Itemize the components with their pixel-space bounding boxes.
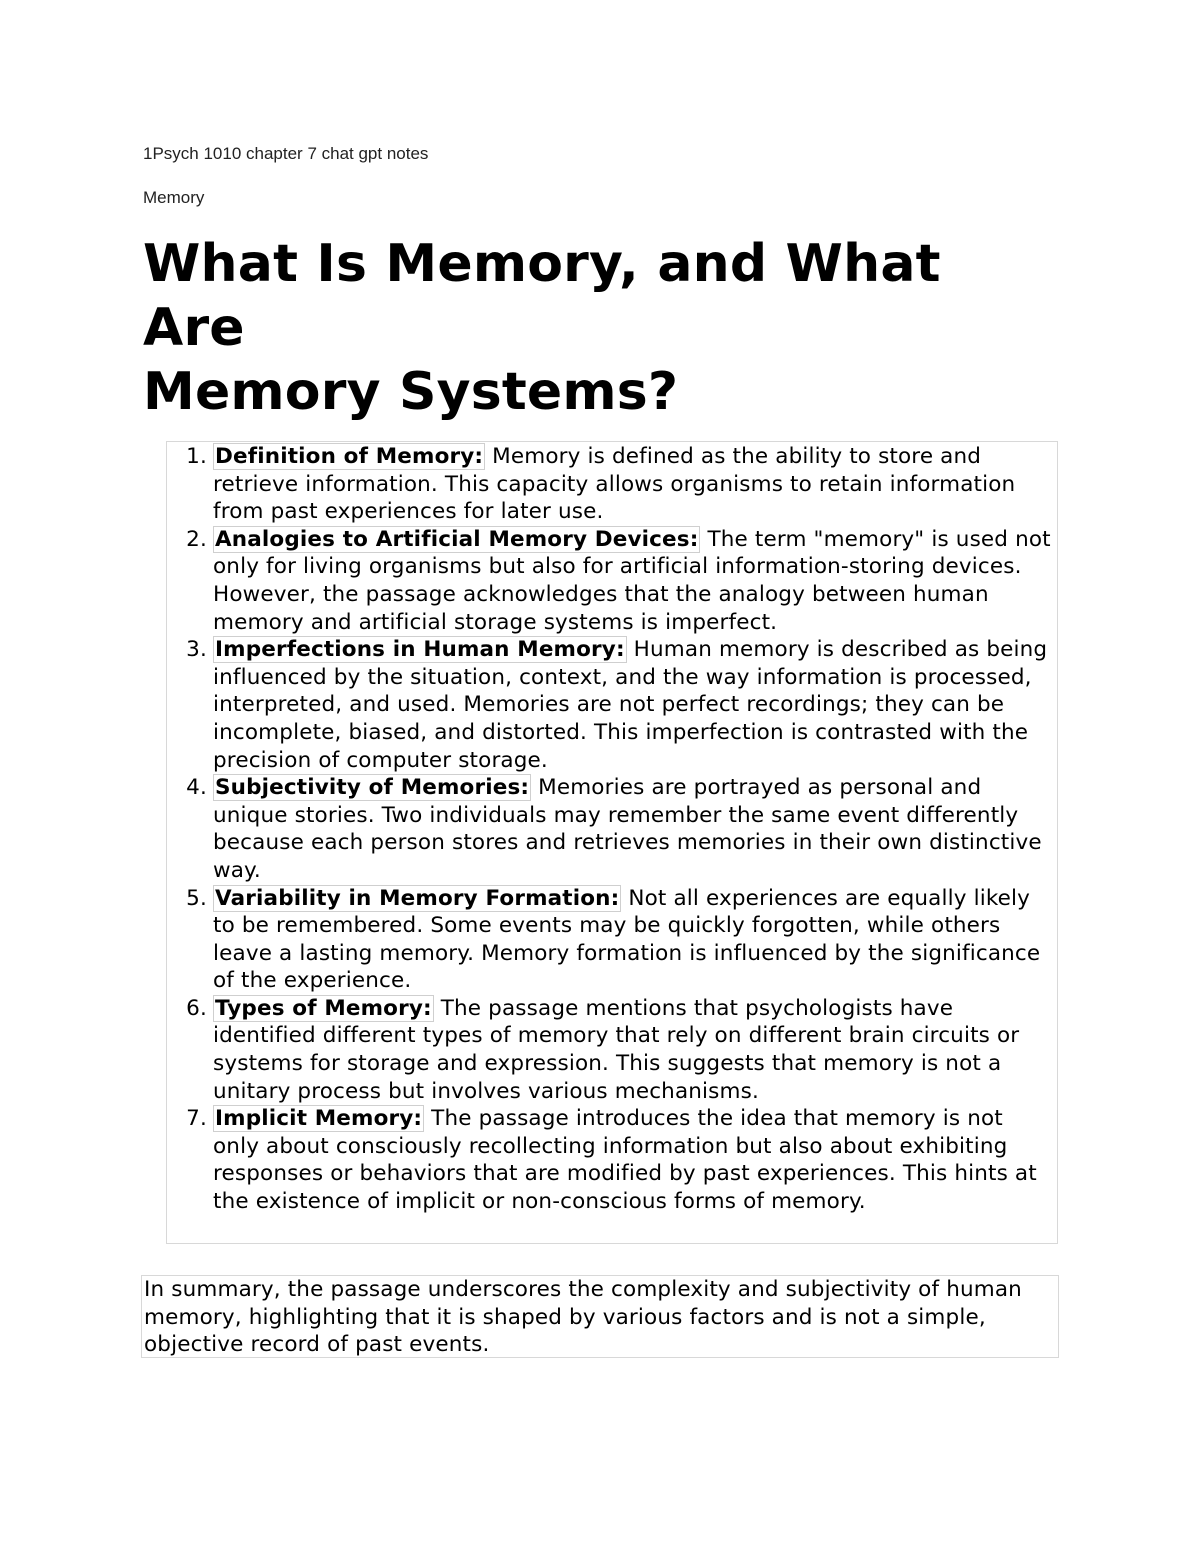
point-term: Analogies to Artificial Memory Devices: [215, 526, 699, 552]
page-title-line: What Is Memory, and What [143, 234, 941, 294]
point-term: Subjectivity of Memories: [215, 775, 530, 801]
list-item [167, 443, 1057, 526]
list-number: 1. [186, 444, 207, 469]
point-term: Definition of Memory: [215, 444, 484, 469]
list-item [167, 995, 1057, 1105]
key-points-box [166, 441, 1058, 1244]
point-text: Memories are portrayed as personal and unique stories. Two individuals may remember the same event differently because each person stores and retrieves memories in their own distinctive way. [213, 775, 1042, 883]
point-term: Variability in Memory Formation: [215, 885, 620, 911]
list-item [167, 774, 1057, 884]
point-term: Implicit Memory: [215, 1106, 423, 1132]
page-title-line: Are [143, 298, 245, 358]
point-text: The passage mentions that psychologists have identified different types of memory that rely on different brain circuits or systems for storage and expression. This suggests that memory is not a unitary process but involves various mechanisms. [213, 995, 1020, 1104]
list-number: 7. [186, 1106, 207, 1132]
point-text: Memory is defined as the ability to store and retrieve information. This capacity allows organisms to retain information from past experiences for later use. [213, 444, 1016, 525]
list-number: 2. [186, 526, 207, 552]
point-text: The term "memory" is used not only for living organisms but also for artificial information-storing devices. However, the passage acknowledges that the analogy between human memory and artificial storage systems is imperfect. [213, 526, 1051, 635]
list-item [167, 526, 1057, 636]
page-title-line: Memory Systems? [143, 362, 679, 422]
point-text: The passage introduces the idea that memory is not only about consciously recollecting information but also about exhibiting responses or behaviors that are modified by past experiences. This hints at the existence of implicit or non-conscious forms of memory. [213, 1106, 1037, 1215]
page-title [143, 232, 1093, 424]
point-term: Types of Memory: [215, 995, 432, 1021]
list-number: 6. [186, 995, 207, 1021]
summary-paragraph: In summary, the passage underscores the complexity and subjectivity of human memory, highlighting that it is shaped by various factors and is not a simple, objective record of past events. [141, 1275, 1059, 1358]
point-text: Human memory is described as being influenced by the situation, context, and the way information is processed, interpreted, and used. Memories are not perfect recordings; they can be incomplete, biased, and distorted. This imperfection is contrasted with the precision of computer storage. [213, 637, 1048, 773]
list-item [167, 885, 1057, 995]
list-number: 3. [186, 637, 207, 663]
list-number: 5. [186, 885, 207, 911]
point-text: Not all experiences are equally likely to be remembered. Some events may be quickly forgotten, while others leave a lasting memory. Memory formation is influenced by the significance of the experience. [213, 885, 1041, 994]
list-item [167, 1105, 1057, 1215]
list-item [167, 636, 1057, 774]
document-header: 1Psych 1010 chapter 7 chat gpt notes [143, 144, 429, 163]
point-term: Imperfections in Human Memory: [215, 637, 625, 663]
key-points-list [167, 443, 1057, 1216]
document-subheading: Memory [143, 188, 205, 207]
list-number: 4. [186, 775, 207, 801]
